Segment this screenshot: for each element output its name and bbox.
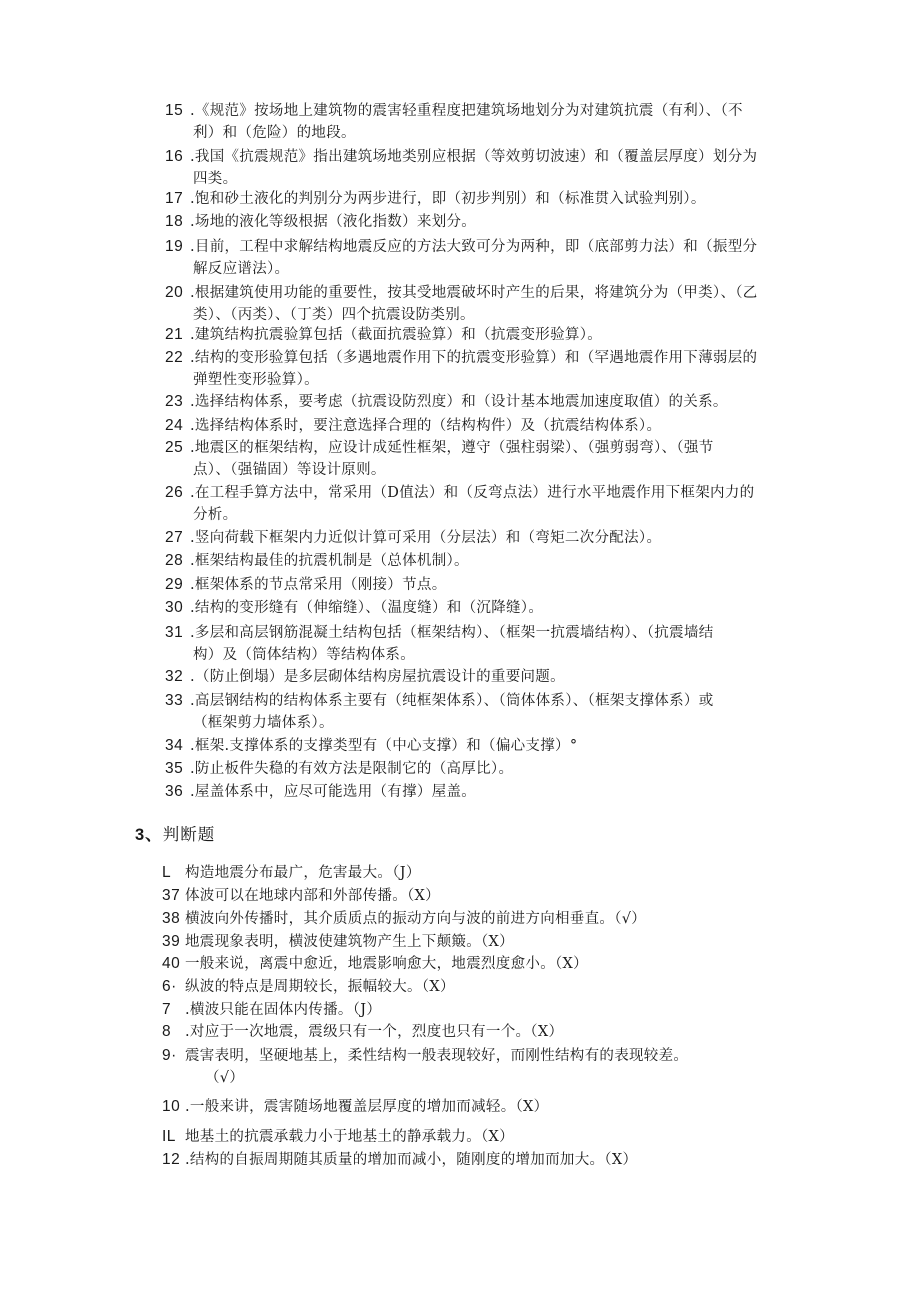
- item-number: 12: [162, 1151, 181, 1168]
- item-number: 7: [162, 1001, 172, 1018]
- item-text-line: 分析。: [193, 507, 238, 523]
- item-text: [190, 415, 790, 437]
- item-text-line: .框架结构最佳的抗震机制是（总体机制）。: [190, 553, 469, 569]
- item-text-line: .防止板件失稳的有效方法是限制它的（高厚比）。: [190, 761, 514, 777]
- item-number: 40: [162, 955, 181, 972]
- item-text-line: .在工程手算方法中，常采用（D值法）和（反弯点法）进行水平地震作用下框架内力的: [190, 485, 755, 501]
- item-text-line: 解反应谱法）。: [193, 261, 290, 277]
- item-number: 17: [165, 190, 184, 207]
- item-number: 34: [165, 737, 184, 754]
- item-number: 18: [165, 213, 184, 230]
- item-text-line: .框架体系的节点常采用（刚接）节点。: [190, 577, 447, 593]
- item-number: 16: [165, 148, 184, 165]
- item-text: [185, 908, 785, 930]
- item-text-line: 构）及（筒体结构）等结构体系。: [193, 647, 415, 663]
- item-text-line: .建筑结构抗震验算包括（截面抗震验算）和（抗震变形验算）。: [190, 327, 603, 343]
- item-text-line: 横波向外传播时，其介质质点的振动方向与波的前进方向相垂直。（√）: [185, 911, 647, 927]
- item-text-line: 点）、（强锚固）等设计原则。: [193, 462, 386, 478]
- item-text-line: .选择结构体系，要考虑（抗震设防烈度）和（设计基本地震加速度取值）的关系。: [190, 394, 728, 410]
- item-text: [185, 953, 785, 975]
- item-number: 24: [165, 417, 184, 434]
- item-text-line: .横波只能在固体内传播。（J）: [185, 1002, 382, 1018]
- section-number: 3、: [135, 826, 163, 844]
- item-number: 31: [165, 624, 184, 641]
- item-number: 27: [165, 529, 184, 546]
- item-text: [190, 622, 790, 666]
- item-number: 32: [165, 668, 184, 685]
- item-number: 20: [165, 284, 184, 301]
- item-text: [190, 282, 790, 326]
- item-number: 15: [165, 102, 184, 119]
- item-text-line: 一般来说，离震中愈近，地震影响愈大，地震烈度愈小。（X）: [185, 956, 588, 972]
- item-number: 36: [165, 783, 184, 800]
- item-number: 39: [162, 933, 181, 950]
- item-number: 25: [165, 439, 184, 456]
- item-text-line: .我国《抗震规范》指出建筑场地类别应根据（等效剪切波速）和（覆盖层厚度）划分为: [190, 149, 758, 165]
- item-text-line: 类）、（丙类）、（丁类）四个抗震设防类别。: [193, 307, 475, 323]
- item-text-line: （框架剪力墙体系）。: [193, 715, 334, 731]
- item-text: [190, 236, 790, 280]
- item-text-line: .选择结构体系时，要注意选择合理的（结构构件）及（抗震结构体系）。: [190, 418, 662, 434]
- item-text: [185, 885, 785, 907]
- item-text: [190, 735, 790, 757]
- item-text: [190, 437, 790, 481]
- item-number: 37: [162, 887, 181, 904]
- item-number: 9·: [162, 1047, 177, 1064]
- item-text-line: .地震区的框架结构，应设计成延性框架，遵守（强柱弱梁）、（强剪弱弯）、（强节: [190, 440, 714, 456]
- item-text-line: .高层钢结构的结构体系主要有（纯框架体系）、（筒体体系）、（框架支撑体系）或: [190, 693, 714, 709]
- item-text-line: 利）和（危险）的地段。: [193, 125, 356, 141]
- item-text-line: .竖向荷载下框架内力近似计算可采用（分层法）和（弯矩二次分配法）。: [190, 530, 662, 546]
- item-number: 29: [165, 576, 184, 593]
- item-number: 28: [165, 552, 184, 569]
- item-text: [185, 1126, 785, 1148]
- item-number: L: [162, 864, 172, 881]
- item-text: [190, 100, 790, 144]
- item-text-line: 纵波的特点是周期较长，振幅较大。（X）: [185, 979, 455, 995]
- item-text-line: .框架.支撑体系的支撑类型有（中心支撑）和（偏心支撑）°: [190, 738, 578, 754]
- item-text-line: 弹塑性变形验算）。: [193, 372, 319, 388]
- item-text: [190, 391, 790, 413]
- item-number: 35: [165, 760, 184, 777]
- item-number: 19: [165, 238, 184, 255]
- item-text: [190, 758, 790, 780]
- item-text-line: .结构的变形验算包括（多遇地震作用下的抗震变形验算）和（罕遇地震作用下薄弱层的: [190, 350, 758, 366]
- item-text: [190, 781, 790, 803]
- item-text-line: .根据建筑使用功能的重要性，按其受地震破坏时产生的后果，将建筑分为（甲类）、（乙: [190, 285, 758, 301]
- item-text: [190, 527, 790, 549]
- item-number: 10: [162, 1098, 181, 1115]
- item-text-line: .场地的液化等级根据（液化指数）来划分。: [190, 214, 477, 230]
- item-text: [190, 146, 790, 190]
- item-text-line: .目前，工程中求解结构地震反应的方法大致可分为两种，即（底部剪力法）和（振型分: [190, 239, 758, 255]
- section-title: 判断题: [162, 825, 216, 844]
- item-number: 21: [165, 326, 184, 343]
- item-text: [185, 999, 785, 1021]
- item-text: [185, 1021, 785, 1043]
- item-text: [190, 347, 790, 391]
- item-text: [185, 1149, 785, 1171]
- item-text: [190, 666, 790, 688]
- item-number: 38: [162, 910, 181, 927]
- item-text: [185, 1045, 785, 1089]
- item-number: 6·: [162, 978, 177, 995]
- item-text: [190, 690, 790, 734]
- item-text: [185, 976, 785, 998]
- item-text-line: .《规范》按场地上建筑物的震害轻重程度把建筑场地划分为对建筑抗震（有利）、（不: [190, 103, 743, 119]
- item-text: [190, 482, 790, 526]
- item-text-line: .一般来讲，震害随场地覆盖层厚度的增加而减轻。（X）: [185, 1099, 549, 1115]
- item-text-line: .结构的自振周期随其质量的增加而减小，随刚度的增加而加大。（X）: [185, 1152, 638, 1168]
- section-heading: [135, 821, 215, 845]
- item-text: [185, 931, 785, 953]
- item-text-line: 构造地震分布最广，危害最大。（J）: [185, 865, 421, 881]
- item-number: 30: [165, 599, 184, 616]
- item-text: [190, 324, 790, 346]
- item-text-line: .（防止倒塌）是多层砌体结构房屋抗震设计的重要问题。: [190, 669, 565, 685]
- item-number: 8: [162, 1023, 172, 1040]
- item-text-line: .屋盖体系中，应尽可能选用（有撑）屋盖。: [190, 784, 477, 800]
- item-number: 33: [165, 692, 184, 709]
- item-number: 22: [165, 349, 184, 366]
- item-text-line: .结构的变形缝有（伸缩缝）、（温度缝）和（沉降缝）。: [190, 600, 544, 616]
- item-text-line: .多层和高层钢筋混凝土结构包括（框架结构）、（框架一抗震墙结构）、（抗震墙结: [190, 625, 714, 641]
- item-number: 23: [165, 393, 184, 410]
- item-number: 26: [165, 484, 184, 501]
- item-text-line: 地基土的抗震承载力小于地基土的静承载力。（X）: [185, 1129, 514, 1145]
- item-text-line: 体波可以在地球内部和外部传播。（X）: [185, 888, 440, 904]
- item-text-line: 震害表明，坚硬地基上，柔性结构一般表现较好，而刚性结构有的表现较差。: [185, 1048, 689, 1064]
- item-text: [190, 211, 790, 233]
- item-text: [185, 862, 785, 884]
- item-number: IL: [162, 1128, 176, 1145]
- item-text-line: .饱和砂土液化的判别分为两步进行，即（初步判别）和（标准贯入试验判别）。: [190, 191, 706, 207]
- item-text: [190, 188, 790, 210]
- item-text-line: 地震现象表明，横波使建筑物产生上下颠簸。（X）: [185, 934, 514, 950]
- item-text: [185, 1096, 785, 1118]
- item-text: [190, 574, 790, 596]
- item-text: [190, 597, 790, 619]
- item-text-line: （√）: [205, 1070, 245, 1086]
- item-text-line: 四类。: [193, 171, 238, 187]
- item-text-line: .对应于一次地震，震级只有一个，烈度也只有一个。（X）: [185, 1024, 564, 1040]
- item-text: [190, 550, 790, 572]
